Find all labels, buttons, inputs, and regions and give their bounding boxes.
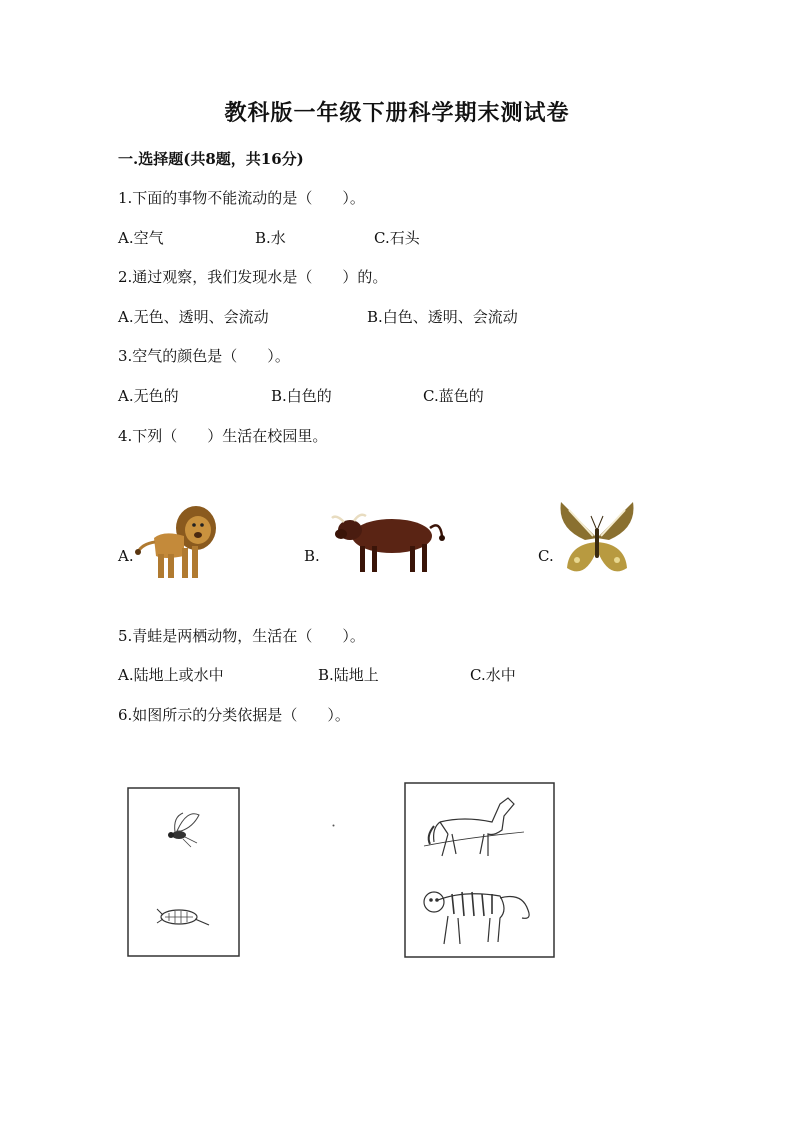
question-4-stem: 4.下列（ ）生活在校园里。	[118, 427, 328, 445]
question-3-option-b: B.白色的	[271, 387, 332, 405]
mammal-group-box	[404, 782, 556, 959]
question-4-option-c: C.	[538, 547, 554, 565]
question-5-option-a: A.陆地上或水中	[118, 666, 224, 684]
question-2-option-b: B.白色、透明、会流动	[367, 308, 518, 326]
question-4-option-a: A.	[118, 547, 134, 565]
section-heading: 一.选择题(共8题，共16分)	[118, 150, 304, 168]
question-1-stem: 1.下面的事物不能流动的是（ ）。	[118, 189, 365, 207]
question-5-stem: 5.青蛙是两栖动物，生活在（ ）。	[118, 627, 365, 645]
question-3-stem: 3.空气的颜色是（ ）。	[118, 347, 290, 365]
lion-image	[134, 500, 220, 584]
question-6-stem: 6.如图所示的分类依据是（ ）。	[118, 706, 350, 724]
question-4-option-b: B.	[304, 547, 320, 565]
insect-group-box	[127, 787, 241, 959]
dot-mark	[332, 824, 335, 827]
question-5-option-b: B.陆地上	[318, 666, 379, 684]
question-2-option-a: A.无色、透明、会流动	[118, 308, 269, 326]
bull-image	[330, 508, 448, 578]
question-3-option-a: A.无色的	[118, 387, 179, 405]
question-2-stem: 2.通过观察，我们发现水是（ ）的。	[118, 268, 388, 286]
question-1-option-c: C.石头	[374, 229, 420, 247]
page-title: 教科版一年级下册科学期末测试卷	[224, 100, 570, 126]
question-5-option-c: C.水中	[470, 666, 516, 684]
butterfly-image	[555, 498, 639, 582]
question-1-option-b: B.水	[255, 229, 286, 247]
question-3-option-c: C.蓝色的	[423, 387, 484, 405]
question-1-option-a: A.空气	[118, 229, 164, 247]
